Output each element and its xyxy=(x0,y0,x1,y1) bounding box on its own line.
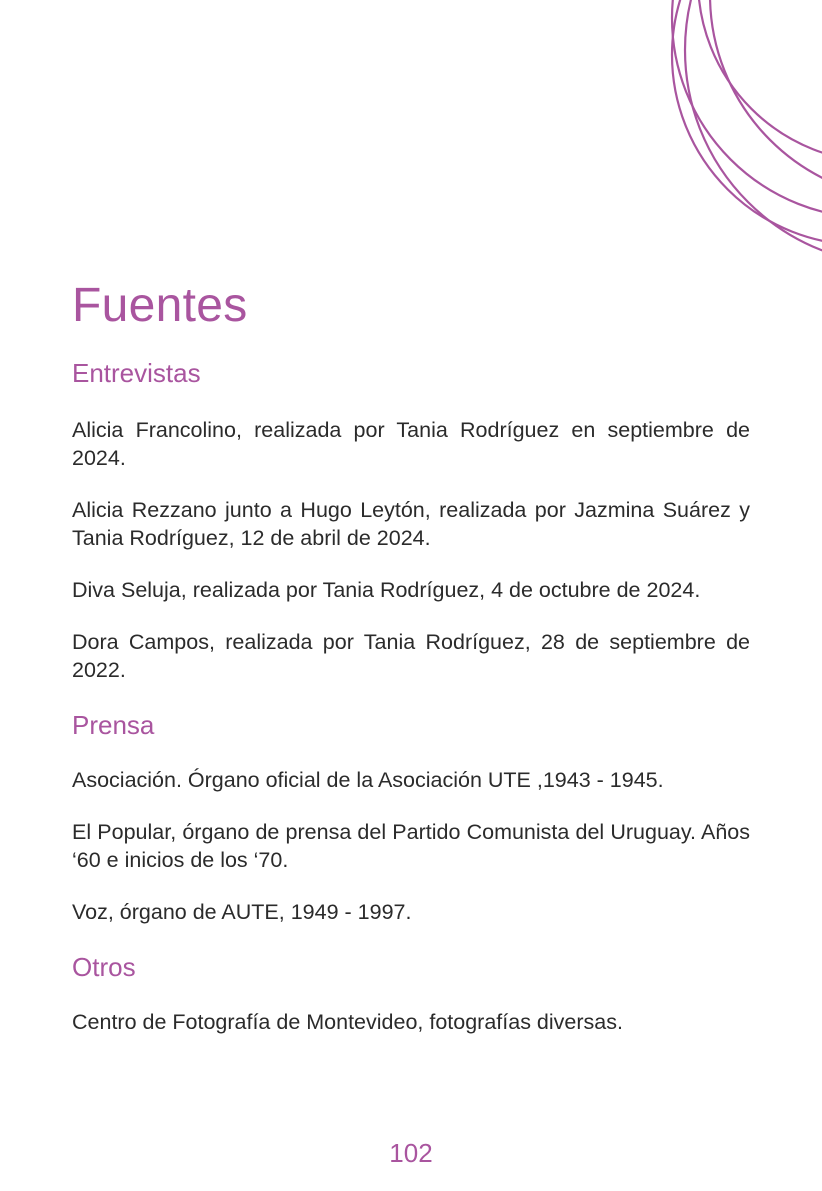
page-title: Fuentes xyxy=(72,279,248,332)
source-entry: Dora Campos, realizada por Tania Rodríguez, 28 de septiembre de 2022. xyxy=(72,630,750,682)
source-entry: Voz, órgano de AUTE, 1949 - 1997. xyxy=(72,900,412,924)
source-entry: Alicia Francolino, realizada por Tania Rodríguez en septiembre de 2024. xyxy=(72,418,750,470)
section-heading-entrevistas: Entrevistas xyxy=(72,358,201,388)
page-number: 102 xyxy=(389,1138,433,1168)
section-prensa xyxy=(72,708,750,926)
source-entry: Asociación. Órgano oficial de la Asociación UTE ,1943 - 1945. xyxy=(72,768,664,792)
source-entry: Diva Seluja, realizada por Tania Rodríguez, 4 de octubre de 2024. xyxy=(72,578,701,602)
source-entry: El Popular, órgano de prensa del Partido Comunista del Uruguay. Años ‘60 e inicios de los ‘70. xyxy=(72,820,750,872)
section-heading-otros: Otros xyxy=(72,952,136,982)
section-otros xyxy=(72,950,750,1036)
source-entry: Alicia Rezzano junto a Hugo Leytón, realizada por Jazmina Suárez y Tania Rodríguez, 12 de abril de 2024. xyxy=(72,498,750,550)
section-heading-prensa: Prensa xyxy=(72,710,155,740)
sources-page xyxy=(72,276,750,1060)
source-entry: Centro de Fotografía de Montevideo, fotografías diversas. xyxy=(72,1010,623,1034)
section-entrevistas xyxy=(72,356,750,684)
